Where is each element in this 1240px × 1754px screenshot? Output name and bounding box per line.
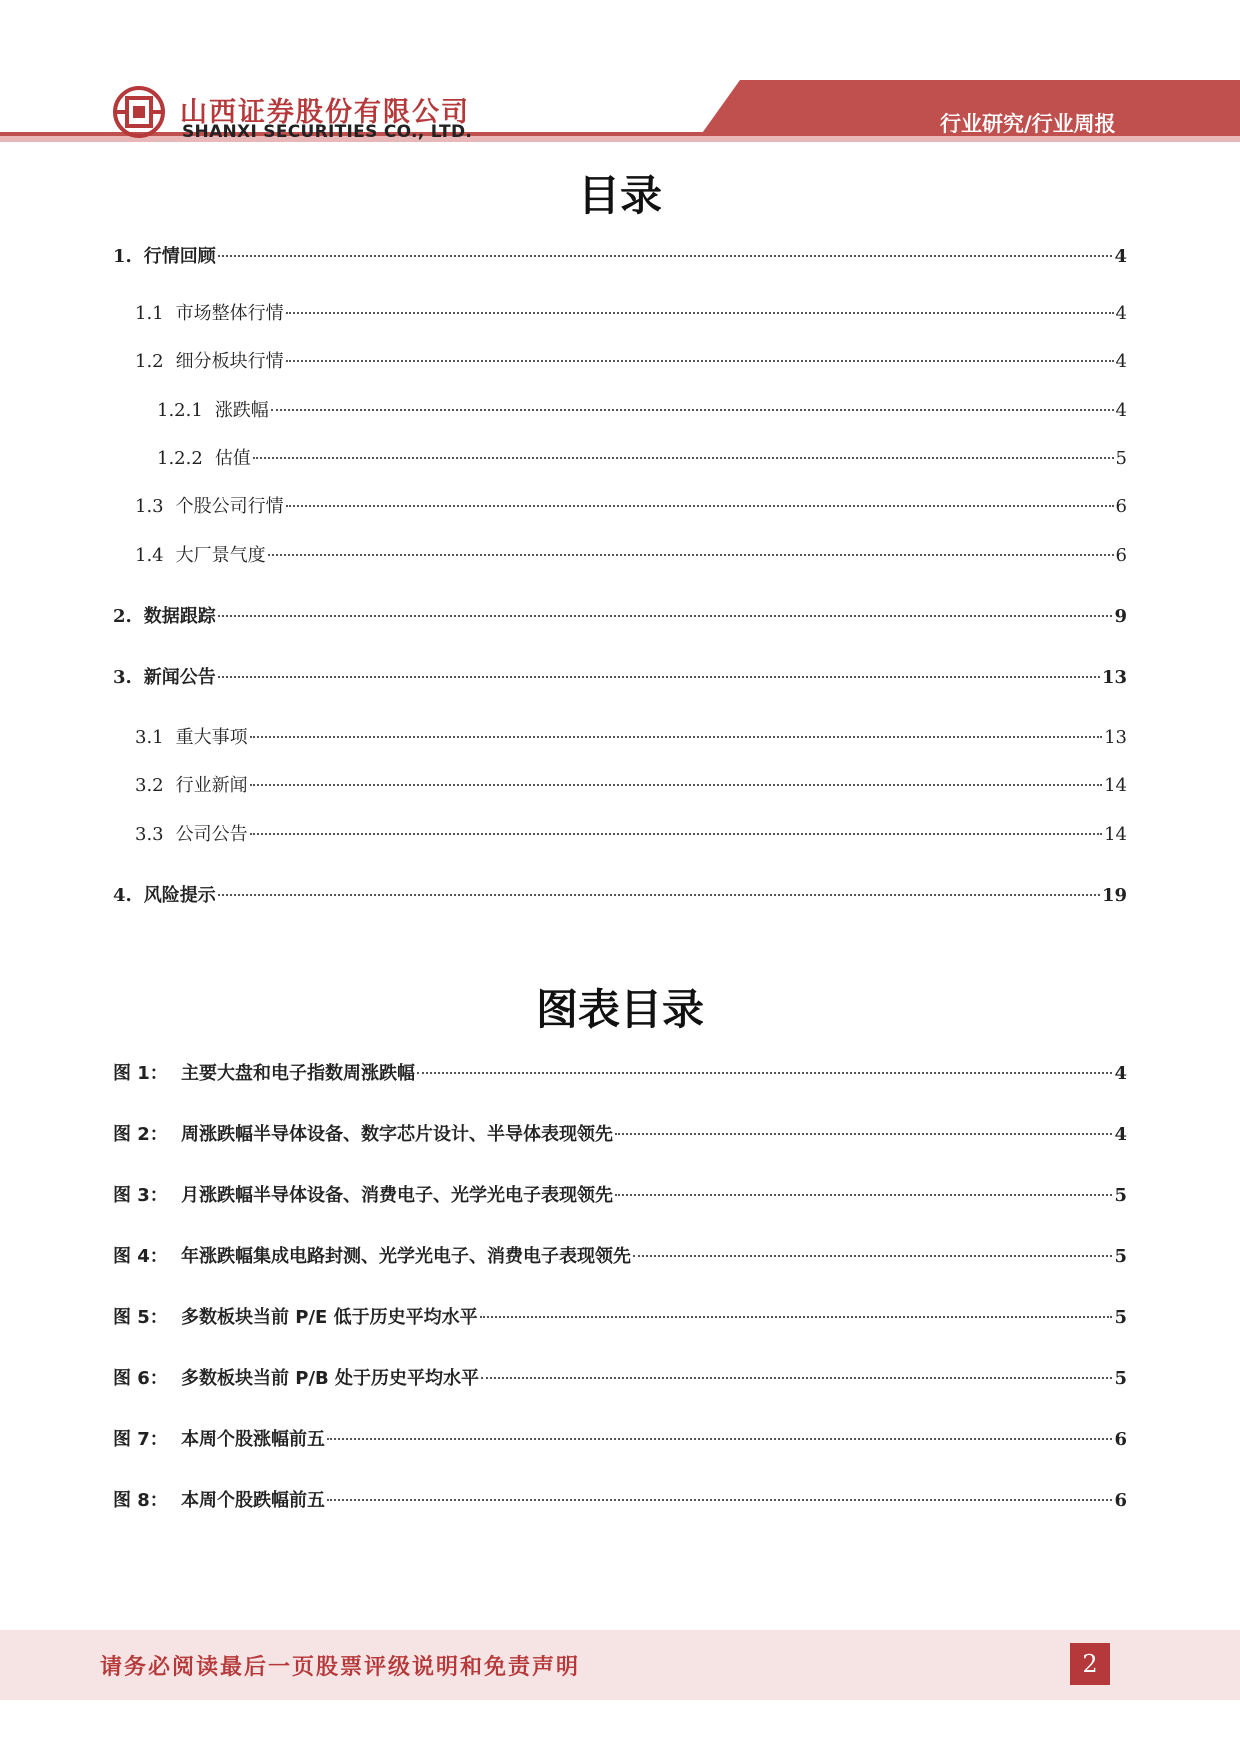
toc-entry-page: 4 xyxy=(1115,400,1127,421)
page-number: 2 xyxy=(1070,1643,1110,1685)
figure-entry-label: 主要大盘和电子指数周涨跌幅 xyxy=(181,1063,415,1084)
toc-entry-label: 细分板块行情 xyxy=(175,351,284,372)
figure-entry-label: 周涨跌幅半导体设备、数字芯片设计、半导体表现领先 xyxy=(181,1124,613,1145)
disclaimer-text: 请务必阅读最后一页股票评级说明和免责声明 xyxy=(100,1655,581,1680)
figure-entry-page: 6 xyxy=(1114,1490,1127,1511)
toc-entry-label: 重大事项 xyxy=(175,727,248,748)
figure-entry-number: 图 2： xyxy=(113,1124,168,1145)
dot-leader xyxy=(218,615,1113,617)
toc-entry-number: 2. xyxy=(113,606,132,627)
figure-entry[interactable] xyxy=(113,1120,1127,1146)
toc-entry-label: 行情回顾 xyxy=(143,246,216,267)
toc-entry-page: 19 xyxy=(1101,885,1127,906)
dot-leader xyxy=(250,833,1102,835)
figure-entry-page: 5 xyxy=(1114,1246,1127,1267)
toc-entry-label: 估值 xyxy=(214,448,251,469)
figure-entry-number: 图 1： xyxy=(113,1063,168,1084)
figure-entry[interactable] xyxy=(113,1486,1127,1512)
figure-entry-page: 6 xyxy=(1114,1429,1127,1450)
figure-entry-number: 图 7： xyxy=(113,1429,168,1450)
toc-entry-label: 市场整体行情 xyxy=(175,303,284,324)
dot-leader xyxy=(218,676,1100,678)
figure-entry[interactable] xyxy=(113,1181,1127,1207)
toc-entry-label: 新闻公告 xyxy=(143,667,216,688)
toc-entry-number: 1.2.2 xyxy=(157,448,203,469)
toc-entry-number: 1.3 xyxy=(135,496,164,517)
figure-entry[interactable] xyxy=(113,1303,1127,1329)
toc-entry[interactable] xyxy=(135,347,1127,373)
company-name-cn: 山西证券股份有限公司 xyxy=(180,97,470,128)
toc-title: 目录 xyxy=(577,171,662,220)
toc-entry[interactable] xyxy=(113,242,1127,268)
figure-entry[interactable] xyxy=(113,1364,1127,1390)
figure-list-title: 图表目录 xyxy=(535,985,704,1034)
figure-entry-label: 本周个股跌幅前五 xyxy=(181,1490,325,1511)
report-category: 行业研究/行业周报 xyxy=(940,112,1116,136)
figure-entry[interactable] xyxy=(113,1059,1127,1085)
dot-leader xyxy=(271,409,1114,411)
dot-leader xyxy=(327,1438,1112,1440)
dot-leader xyxy=(286,312,1114,314)
dot-leader xyxy=(615,1194,1112,1196)
dot-leader xyxy=(218,894,1100,896)
toc-entry-page: 4 xyxy=(1115,351,1127,372)
toc-entry-number: 1.1 xyxy=(135,303,164,324)
dot-leader xyxy=(250,784,1102,786)
figure-entry-page: 5 xyxy=(1114,1185,1127,1206)
figure-entry-number: 图 6： xyxy=(113,1368,168,1389)
toc-entry-page: 5 xyxy=(1115,448,1127,469)
toc-entry-page: 14 xyxy=(1104,824,1127,845)
toc-entry-label: 风险提示 xyxy=(143,885,216,906)
toc-entry-label: 个股公司行情 xyxy=(175,496,284,517)
toc-entry-label: 涨跌幅 xyxy=(214,400,269,421)
toc-entry-page: 6 xyxy=(1115,545,1127,566)
toc-entry[interactable] xyxy=(135,541,1127,567)
toc-entry-number: 3. xyxy=(113,667,132,688)
dot-leader xyxy=(218,255,1113,257)
toc-entry[interactable] xyxy=(113,881,1127,907)
figure-entry-page: 5 xyxy=(1114,1307,1127,1328)
figure-entry-number: 图 5： xyxy=(113,1307,168,1328)
dot-leader xyxy=(268,554,1114,556)
dot-leader xyxy=(481,1377,1112,1379)
figure-entry-page: 5 xyxy=(1114,1368,1127,1389)
toc-entry-number: 1.2 xyxy=(135,351,164,372)
dot-leader xyxy=(286,360,1114,362)
toc-entry[interactable] xyxy=(135,820,1127,846)
figure-entry[interactable] xyxy=(113,1242,1127,1268)
dot-leader xyxy=(417,1072,1112,1074)
toc-entry-number: 3.1 xyxy=(135,727,164,748)
figure-entry-number: 图 8： xyxy=(113,1490,168,1511)
dot-leader xyxy=(480,1316,1113,1318)
figure-entry-number: 图 3： xyxy=(113,1185,168,1206)
page-header xyxy=(0,0,1240,170)
toc-entry-number: 1.4 xyxy=(135,545,164,566)
toc-entry-number: 3.3 xyxy=(135,824,164,845)
figure-entry-label: 本周个股涨幅前五 xyxy=(181,1429,325,1450)
figure-entry-label: 月涨跌幅半导体设备、消费电子、光学光电子表现领先 xyxy=(181,1185,613,1206)
toc-entry-label: 行业新闻 xyxy=(175,775,248,796)
toc-entry-page: 13 xyxy=(1104,727,1127,748)
toc-entry[interactable] xyxy=(135,492,1127,518)
toc-entry-page: 14 xyxy=(1104,775,1127,796)
dot-leader xyxy=(253,457,1114,459)
dot-leader xyxy=(327,1499,1112,1501)
toc-entry-page: 13 xyxy=(1101,667,1127,688)
dot-leader xyxy=(615,1133,1112,1135)
dot-leader xyxy=(286,505,1114,507)
toc-entry-number: 3.2 xyxy=(135,775,164,796)
toc-entry[interactable] xyxy=(113,663,1127,689)
toc-entry-number: 1.2.1 xyxy=(157,400,203,421)
figure-entry-number: 图 4： xyxy=(113,1246,168,1267)
figure-entry-page: 4 xyxy=(1114,1063,1127,1084)
toc-entry-page: 4 xyxy=(1115,303,1127,324)
dot-leader xyxy=(633,1255,1112,1257)
shanxi-securities-logo-icon xyxy=(113,86,165,138)
toc-entry[interactable] xyxy=(135,771,1127,797)
toc-entry[interactable] xyxy=(135,723,1127,749)
toc-entry[interactable] xyxy=(135,299,1127,325)
toc-entry[interactable] xyxy=(157,444,1127,470)
figure-entry-label: 多数板块当前 P/B 处于历史平均水平 xyxy=(181,1368,480,1389)
toc-entry-page: 6 xyxy=(1115,496,1127,517)
dot-leader xyxy=(250,736,1102,738)
toc-entry[interactable] xyxy=(157,396,1127,422)
toc-entry[interactable] xyxy=(113,602,1127,628)
figure-entry-label: 多数板块当前 P/E 低于历史平均水平 xyxy=(181,1307,478,1328)
toc-entry-label: 公司公告 xyxy=(175,824,248,845)
toc-entry-label: 大厂景气度 xyxy=(175,545,266,566)
figure-entry-label: 年涨跌幅集成电路封测、光学光电子、消费电子表现领先 xyxy=(181,1246,631,1267)
toc-entry-label: 数据跟踪 xyxy=(143,606,216,627)
toc-entry-page: 4 xyxy=(1114,246,1127,267)
company-name-en: SHANXI SECURITIES CO., LTD. xyxy=(182,122,473,142)
toc-entry-page: 9 xyxy=(1114,606,1127,627)
figure-entry-page: 4 xyxy=(1114,1124,1127,1145)
toc-entry-number: 1. xyxy=(113,246,132,267)
figure-entry[interactable] xyxy=(113,1425,1127,1451)
toc-entry-number: 4. xyxy=(113,885,132,906)
